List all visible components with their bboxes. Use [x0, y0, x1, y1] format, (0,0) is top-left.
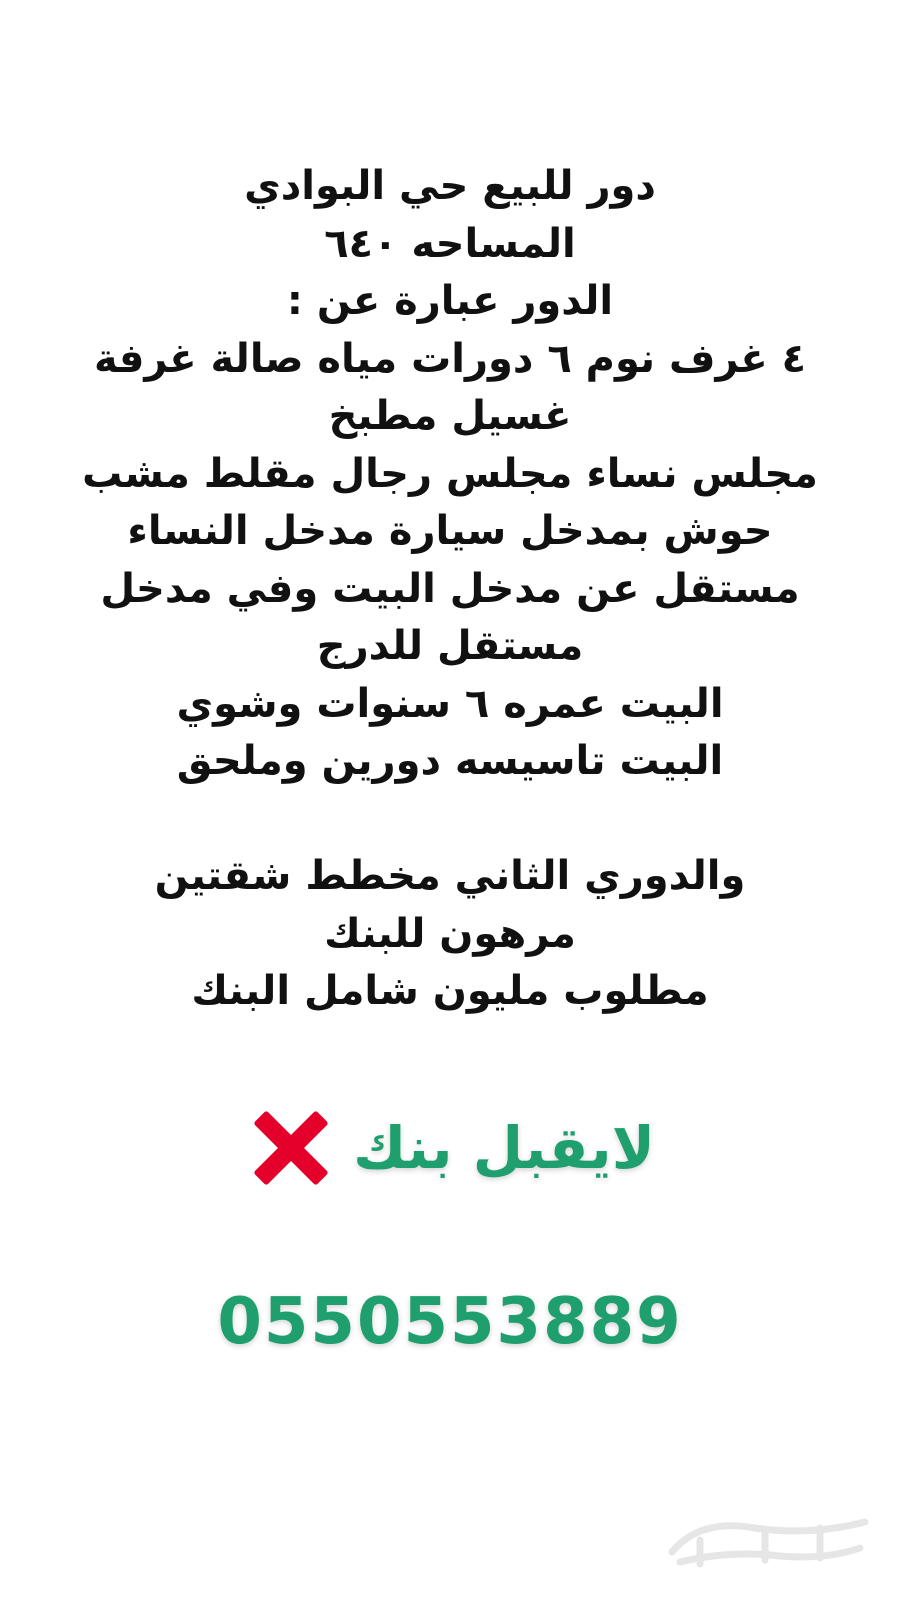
- laundry-kitchen-line: غسيل مطبخ: [328, 393, 572, 439]
- separate-entrance-line: مستقل عن مدخل البيت وفي مدخل: [100, 565, 800, 612]
- mortgage-line: مرهون للبنك: [324, 910, 576, 957]
- no-bank-notice: [240, 1098, 660, 1198]
- price-line: مطلوب مليون شامل البنك: [191, 968, 709, 1014]
- house-age-line: البيت عمره ٦ سنوات وشوي: [176, 680, 724, 727]
- area-line: المساحه ٦٤٠: [324, 220, 576, 267]
- rooms-line: ٤ غرف نوم ٦ دورات مياه صالة غرفة: [93, 335, 807, 382]
- title-line: دور للبيع حي البوادي: [244, 163, 656, 209]
- description-intro-line: الدور عبارة عن :: [286, 278, 614, 324]
- phone-number[interactable]: 0550553889: [217, 1285, 683, 1359]
- listing-description: [60, 158, 840, 1021]
- no-bank-label: لايقبل بنك: [353, 1114, 655, 1182]
- stairs-entrance-line: مستقل للدرج: [316, 623, 584, 669]
- second-floor-line: والدوري الثاني مخطط شقتين: [154, 853, 746, 899]
- majlis-line: مجلس نساء مجلس رجال مقلط مشب: [82, 450, 818, 497]
- yard-entrance-line: حوش بمدخل سيارة مدخل النساء: [127, 508, 773, 554]
- blank-line: [60, 791, 840, 849]
- foundation-line: البيت تاسيسه دورين وملحق: [176, 738, 724, 784]
- haraj-logo-icon: [660, 1500, 880, 1580]
- cross-mark-icon: [245, 1102, 337, 1194]
